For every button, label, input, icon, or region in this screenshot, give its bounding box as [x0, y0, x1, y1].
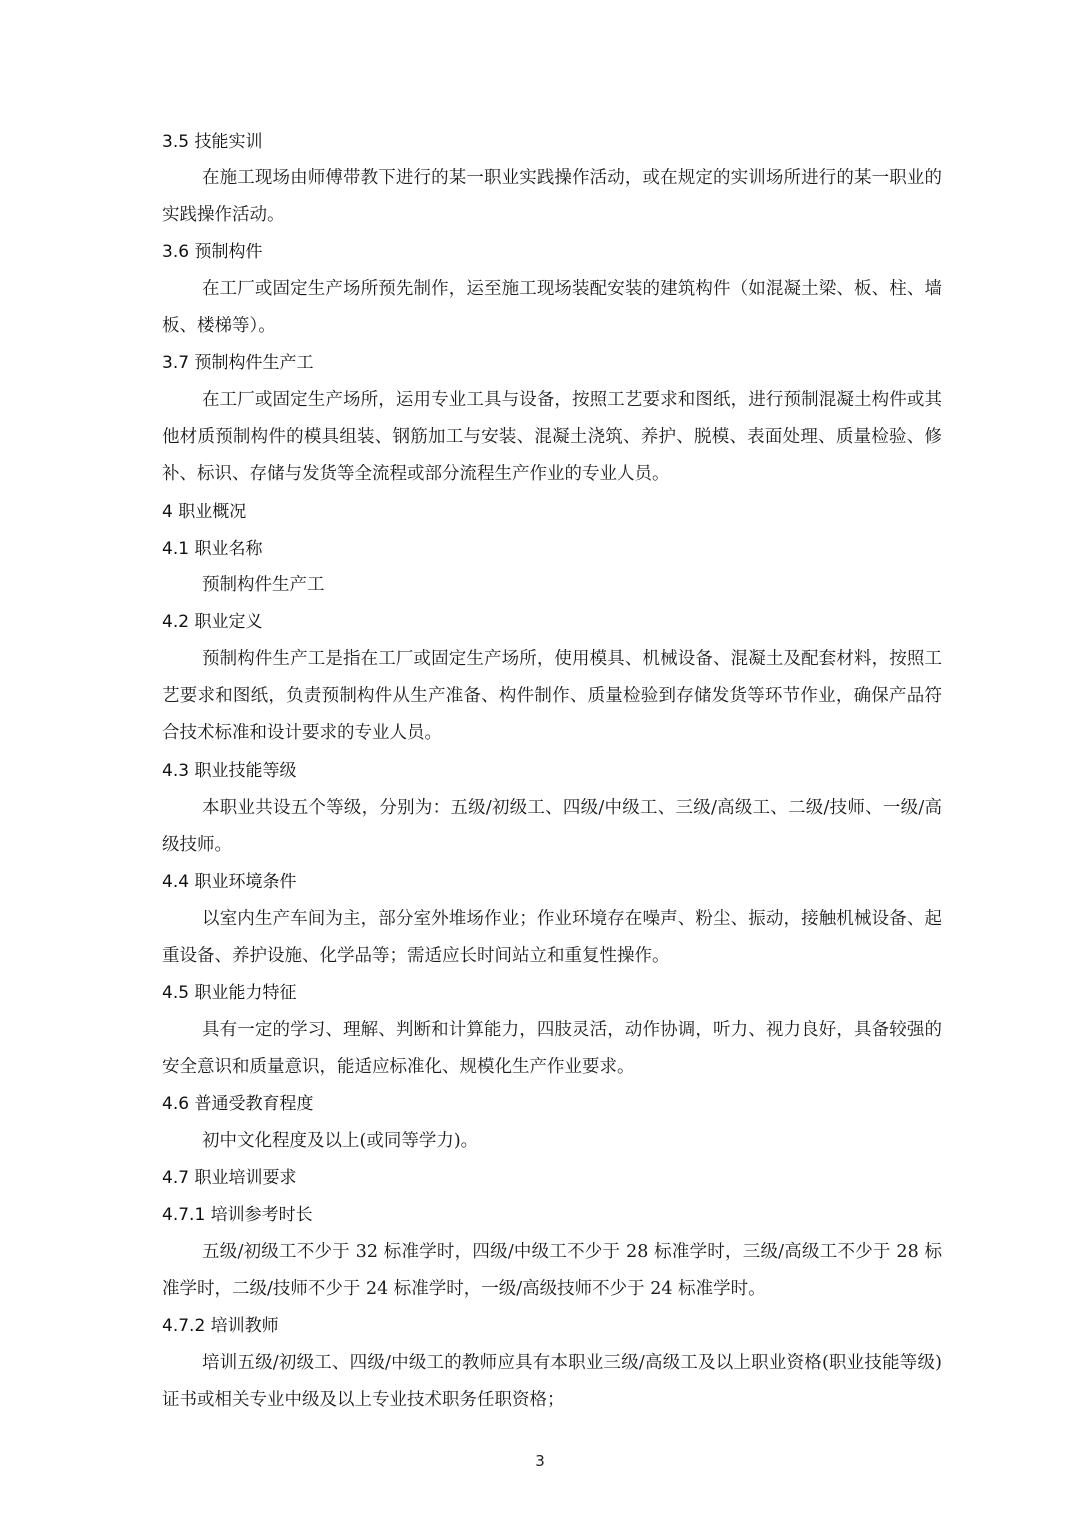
section-paragraph-4-2: 预制构件生产工是指在工厂或固定生产场所，使用模具、机械设备、混凝土及配套材料，按照工艺要求和图纸，负责预制构件从生产准备、构件制作、质量检验到存储发货等环节作业，确保产品符合技术标准和设计要求的专业人员。: [162, 649, 942, 743]
section-heading-3-7: 3.7 预制构件生产工: [162, 353, 314, 373]
section-heading-4: 4 职业概况: [162, 502, 247, 522]
section-heading-4-4: 4.4 职业环境条件: [162, 872, 297, 892]
section-heading-4-3: 4.3 职业技能等级: [162, 761, 297, 781]
page-number: 3: [535, 1452, 545, 1470]
section-heading-3-5: 3.5 技能实训: [162, 132, 263, 152]
section-heading-4-2: 4.2 职业定义: [162, 612, 263, 632]
section-paragraph-4-4: 以室内生产车间为主，部分室外堆场作业；作业环境存在噪声、粉尘、振动，接触机械设备、起重设备、养护设施、化学品等；需适应长时间站立和重复性操作。: [162, 909, 942, 966]
section-heading-4-7-2: 4.7.2 培训教师: [162, 1316, 279, 1336]
section-paragraph-4-1: 预制构件生产工: [202, 575, 325, 595]
section-heading-4-7-1: 4.7.1 培训参考时长: [162, 1205, 313, 1225]
section-paragraph-3-5: 在施工现场由师傅带教下进行的某一职业实践操作活动，或在规定的实训场所进行的某一职业的实践操作活动。: [162, 168, 942, 225]
section-paragraph-4-3: 本职业共设五个等级，分别为：五级/初级工、四级/中级工、三级/高级工、二级/技师、一级/高级技师。: [162, 798, 942, 855]
section-paragraph-4-6: 初中文化程度及以上(或同等学力)。: [202, 1131, 479, 1151]
section-heading-3-6: 3.6 预制构件: [162, 242, 263, 262]
section-paragraph-4-7-2: 培训五级/初级工、四级/中级工的教师应具有本职业三级/高级工及以上职业资格(职业技能等级)证书或相关专业中级及以上专业技术职务任职资格；: [162, 1353, 942, 1410]
section-paragraph-3-6: 在工厂或固定生产场所预先制作，运至施工现场装配安装的建筑构件（如混凝土梁、板、柱、墙板、楼梯等）。: [162, 279, 942, 336]
section-heading-4-1: 4.1 职业名称: [162, 539, 263, 559]
section-heading-4-6: 4.6 普通受教育程度: [162, 1094, 314, 1114]
section-heading-4-7: 4.7 职业培训要求: [162, 1168, 297, 1188]
section-paragraph-4-7-1: 五级/初级工不少于 32 标准学时，四级/中级工不少于 28 标准学时，三级/高级工不少于 28 标准学时，二级/技师不少于 24 标准学时，一级/高级技师不少于 24 标准学时。: [162, 1242, 942, 1299]
section-paragraph-4-5: 具有一定的学习、理解、判断和计算能力，四肢灵活，动作协调，听力、视力良好，具备较强的安全意识和质量意识，能适应标准化、规模化生产作业要求。: [162, 1020, 942, 1077]
section-paragraph-3-7: 在工厂或固定生产场所，运用专业工具与设备，按照工艺要求和图纸，进行预制混凝土构件或其他材质预制构件的模具组装、钢筋加工与安装、混凝土浇筑、养护、脱模、表面处理、质量检验、修补、标识、存储与发货等全流程或部分流程生产作业的专业人员。: [162, 390, 942, 484]
section-heading-4-5: 4.5 职业能力特征: [162, 983, 297, 1003]
